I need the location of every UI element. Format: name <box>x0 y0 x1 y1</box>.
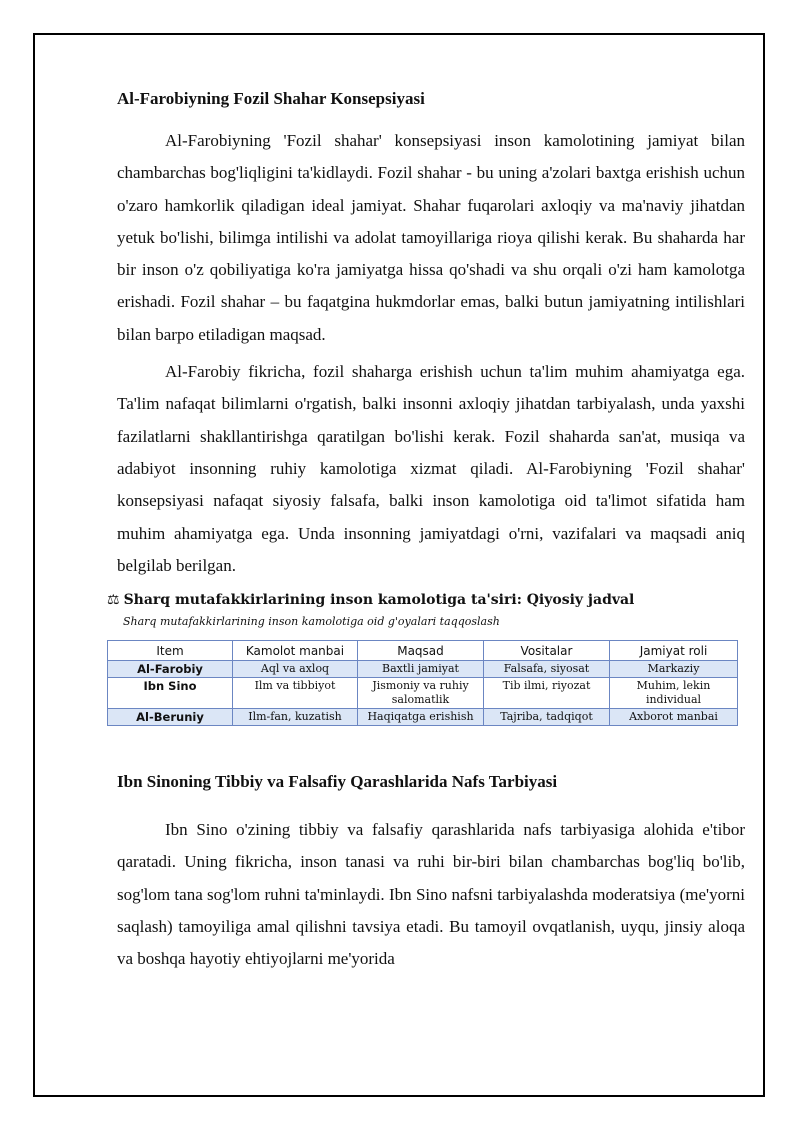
table-cell: Ilm-fan, kuzatish <box>233 709 358 726</box>
table-cell: Tib ilmi, riyozat <box>484 678 610 709</box>
table-subtitle: Sharq mutafakkirlarining inson kamolotiga oid g'oyalari taqqoslash <box>123 615 500 629</box>
table-cell-item: Al-Beruniy <box>108 709 233 726</box>
table-cell: Haqiqatga erishish <box>358 709 484 726</box>
table-cell-item: Ibn Sino <box>108 678 233 709</box>
table-cell: Markaziy <box>610 661 738 678</box>
section-heading-ibn-sino: Ibn Sinoning Tibbiy va Falsafiy Qarashlarida Nafs Tarbiyasi <box>117 772 558 792</box>
table-header-cell: Item <box>108 641 233 661</box>
table-cell: Aql va axloq <box>233 661 358 678</box>
table-cell: Ilm va tibbiyot <box>233 678 358 709</box>
page-content <box>107 87 745 976</box>
table-row <box>108 678 738 709</box>
scale-icon: ⚖ <box>107 592 120 609</box>
table-cell-item: Al-Farobiy <box>108 661 233 678</box>
comparison-table <box>107 640 738 726</box>
table-header-cell: Kamolot manbai <box>233 641 358 661</box>
table-header-cell: Vositalar <box>484 641 610 661</box>
table-cell: Muhim, lekin individual <box>610 678 738 709</box>
comparison-table-block <box>107 590 745 726</box>
table-title: Sharq mutafakkirlarining inson kamolotiga ta'siri: Qiyosiy jadval <box>123 592 635 609</box>
table-cell: Falsafa, siyosat <box>484 661 610 678</box>
table-cell: Axborot manbai <box>610 709 738 726</box>
table-header-cell: Jamiyat roli <box>610 641 738 661</box>
table-row <box>108 661 738 678</box>
table-cell: Baxtli jamiyat <box>358 661 484 678</box>
table-row <box>108 709 738 726</box>
section-heading-farobiy: Al-Farobiyning Fozil Shahar Konsepsiyasi <box>117 89 425 108</box>
table-header-cell: Maqsad <box>358 641 484 661</box>
table-header-row <box>108 641 738 661</box>
table-cell: Jismoniy va ruhiy salomatlik <box>358 678 484 709</box>
page-frame <box>33 33 765 1097</box>
paragraph-fozil-shahar: Al-Farobiyning 'Fozil shahar' konsepsiyasi inson kamolotining jamiyat bilan chambarchas bog'liqligini ta'kidlaydi. Fozil shahar - bu uning a'zolari baxtga erishish uchun o'zaro hamkorlik qiladigan ideal jamiyat. Shahar fuqarolari axloqiy va ma'naviy jihatdan yetuk bo'lishi, bilimga intilishi va adolat tamoyillariga rioya qilishi kerak. Bu shaharda har bir inson o'z qobiliyatiga ko'ra jamiyatga hissa qo'shadi va shu orqali o'zi ham kamolotga erishadi. Fozil shahar – bu faqatgina hukmdorlar emas, balki butun jamiyatning intilishlari bilan barpo etiladigan maqsad. <box>117 131 745 344</box>
paragraph-talim: Al-Farobiy fikricha, fozil shaharga erishish uchun ta'lim muhim ahamiyatga ega. Ta'lim nafaqat bilimlarni o'rgatish, balki insonni axloqiy jihatdan tarbiyalash, unda yaxshi fazilatlarni shakllantirishga qaratilgan bo'lishi kerak. Fozil shaharda san'at, musiqa va adabiyot insonning ruhiy kamolotiga xizmat qiladi. Al-Farobiyning 'Fozil shahar' konsepsiyasi nafaqat siyosiy falsafa, balki inson kamolotiga oid ta'limot sifatida ham muhim ahamiyatga ega. Unda insonning jamiyatdagi o'rni, vazifalari va maqsadi aniq belgilab berilgan. <box>117 362 745 575</box>
paragraph-nafs-tarbiyasi: Ibn Sino o'zining tibbiy va falsafiy qarashlarida nafs tarbiyasiga alohida e'tibor qaratadi. Uning fikricha, inson tanasi va ruhi bir-biri bilan chambarchas bog'liq bo'lib, sog'lom tana sog'lom ruhni ta'minlaydi. Ibn Sino nafsni tarbiyalashda moderatsiya (me'yorni saqlash) tamoyiliga amal qilishni tavsiya etadi. Bu tamoyil ovqatlanish, uyqu, jinsiy aloqa va boshqa hayotiy ehtiyojlarni me'yorida <box>117 820 745 969</box>
table-cell: Tajriba, tadqiqot <box>484 709 610 726</box>
table-heading <box>107 590 745 610</box>
